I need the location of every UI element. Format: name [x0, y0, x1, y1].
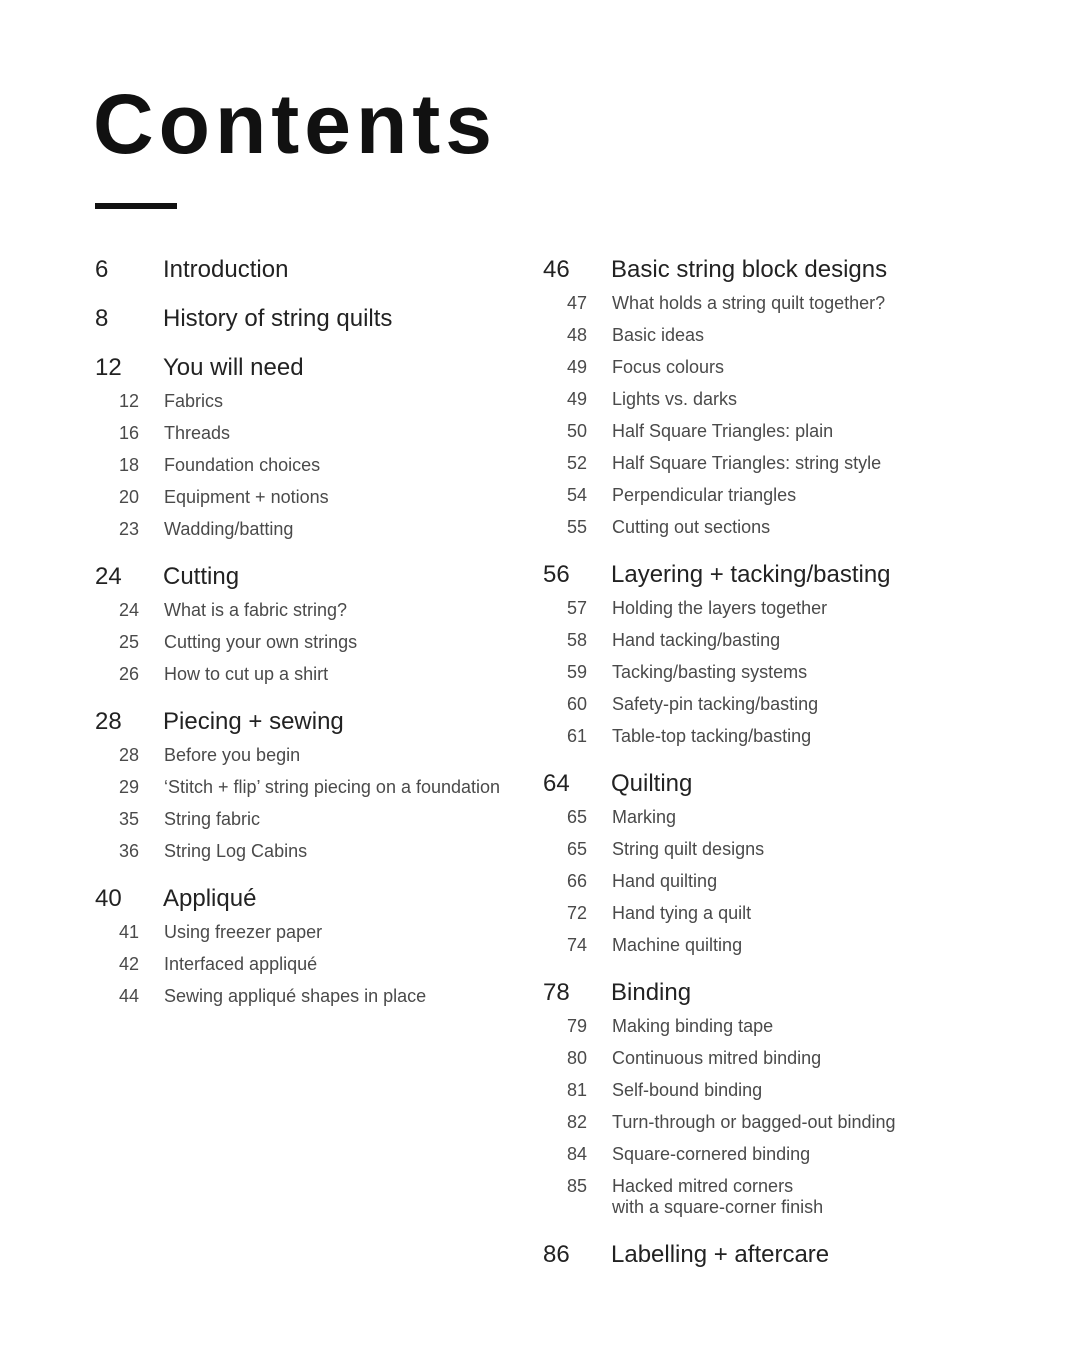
toc-entry[interactable]: [543, 720, 983, 752]
entry-title: Table-top tacking/basting: [612, 726, 812, 746]
toc-entry[interactable]: [543, 624, 983, 656]
entry-page-number: 61: [566, 726, 587, 746]
entry-page-number: 85: [566, 1176, 587, 1196]
toc-entry[interactable]: [95, 481, 535, 513]
toc-section: [543, 767, 983, 961]
toc-chapter[interactable]: [543, 1238, 983, 1272]
toc-entry[interactable]: [543, 383, 983, 415]
entry-title: What holds a string quilt together?: [612, 293, 886, 313]
entry-title: Using freezer paper: [164, 922, 323, 942]
chapter-page-number: 28: [95, 708, 122, 735]
entry-title: Foundation choices: [164, 455, 321, 475]
entry-title: ‘Stitch + flip’ string piecing on a foundation: [164, 777, 501, 797]
toc-section: [95, 560, 535, 690]
toc-entry[interactable]: [543, 801, 983, 833]
contents-column-left: [95, 253, 535, 1027]
entry-title: Before you begin: [164, 745, 301, 765]
chapter-page-number: 40: [95, 885, 122, 912]
chapter-title: Basic string block designs: [611, 256, 888, 283]
entry-page-number: 18: [118, 455, 139, 475]
toc-entry[interactable]: [95, 739, 535, 771]
entry-title: Holding the layers together: [612, 598, 828, 618]
entry-title: Square-cornered binding: [612, 1144, 811, 1164]
entry-title: Focus colours: [612, 357, 725, 377]
entry-page-number: 79: [566, 1016, 587, 1036]
toc-section: [543, 253, 983, 543]
toc-entry[interactable]: [95, 835, 535, 867]
chapter-page-number: 64: [543, 770, 570, 797]
entry-page-number: 29: [118, 777, 139, 797]
chapter-page-number: 78: [543, 979, 570, 1006]
toc-entry[interactable]: [543, 415, 983, 447]
toc-entry[interactable]: [95, 980, 535, 1012]
entry-title: Sewing appliqué shapes in place: [164, 986, 427, 1006]
toc-entry[interactable]: [95, 626, 535, 658]
toc-chapter[interactable]: [95, 253, 535, 287]
entry-page-number: 66: [566, 871, 587, 891]
toc-chapter[interactable]: [95, 302, 535, 336]
chapter-title: Binding: [611, 979, 692, 1006]
entry-title: Perpendicular triangles: [612, 485, 797, 505]
entry-page-number: 36: [118, 841, 139, 861]
entry-page-number: 12: [118, 391, 139, 411]
entry-page-number: 49: [566, 389, 587, 409]
entry-title: Threads: [164, 423, 231, 443]
entry-page-number: 80: [566, 1048, 587, 1068]
entry-title: How to cut up a shirt: [164, 664, 329, 684]
chapter-page-number: 6: [95, 256, 109, 283]
entry-page-number: 49: [566, 357, 587, 377]
entry-page-number: 35: [118, 809, 139, 829]
entry-title: Making binding tape: [612, 1016, 774, 1036]
chapter-title: History of string quilts: [163, 305, 393, 332]
entry-page-number: 48: [566, 325, 587, 345]
entry-page-number: 81: [566, 1080, 587, 1100]
toc-entry[interactable]: [543, 479, 983, 511]
page-title: Contents: [93, 77, 497, 171]
entry-title: String quilt designs: [612, 839, 765, 859]
chapter-page-number: 86: [543, 1241, 570, 1268]
entry-title: Hand tying a quilt: [612, 903, 752, 923]
entry-title: Equipment + notions: [164, 487, 329, 507]
toc-chapter[interactable]: [95, 351, 535, 385]
toc-entry[interactable]: [543, 1042, 983, 1074]
entry-page-number: 74: [566, 935, 587, 955]
toc-entry[interactable]: [95, 449, 535, 481]
toc-entry[interactable]: [95, 803, 535, 835]
entry-title: Cutting your own strings: [164, 632, 358, 652]
entry-title: Marking: [612, 807, 677, 827]
toc-entry[interactable]: [543, 1074, 983, 1106]
entry-page-number: 28: [118, 745, 139, 765]
entry-page-number: 50: [566, 421, 587, 441]
entry-page-number: 82: [566, 1112, 587, 1132]
entry-title: Interfaced appliqué: [164, 954, 318, 974]
entry-page-number: 47: [566, 293, 587, 313]
toc-entry[interactable]: [95, 385, 535, 417]
entry-page-number: 84: [566, 1144, 587, 1164]
entry-title: Lights vs. darks: [612, 389, 738, 409]
entry-title: Safety-pin tacking/basting: [612, 694, 819, 714]
toc-chapter[interactable]: [543, 253, 983, 287]
toc-entry[interactable]: [543, 1010, 983, 1042]
entry-title: What is a fabric string?: [164, 600, 348, 620]
toc-entry[interactable]: [95, 658, 535, 690]
chapter-title: Labelling + aftercare: [611, 1241, 830, 1268]
chapter-title: Cutting: [163, 563, 240, 590]
entry-page-number: 65: [566, 807, 587, 827]
toc-section: [95, 705, 535, 867]
entry-page-number: 59: [566, 662, 587, 682]
entry-page-number: 23: [118, 519, 139, 539]
entry-page-number: 72: [566, 903, 587, 923]
chapter-page-number: 8: [95, 305, 109, 332]
entry-page-number: 57: [566, 598, 587, 618]
toc-entry[interactable]: [543, 511, 983, 543]
entry-page-number: 42: [118, 954, 139, 974]
toc-chapter[interactable]: [95, 705, 535, 739]
entry-page-number: 16: [118, 423, 139, 443]
toc-entry[interactable]: [543, 319, 983, 351]
entry-title: Hand quilting: [612, 871, 718, 891]
toc-entry[interactable]: [543, 351, 983, 383]
chapter-page-number: 24: [95, 563, 122, 590]
toc-entry[interactable]: [543, 656, 983, 688]
toc-section: [95, 351, 535, 545]
entry-page-number: 58: [566, 630, 587, 650]
entry-title: Continuous mitred binding: [612, 1048, 822, 1068]
toc-chapter[interactable]: [95, 560, 535, 594]
toc-entry[interactable]: [543, 688, 983, 720]
title-underline: [95, 203, 177, 209]
entry-page-number: 52: [566, 453, 587, 473]
entry-title: Fabrics: [164, 391, 224, 411]
entry-page-number: 26: [118, 664, 139, 684]
entry-title: Wadding/batting: [164, 519, 294, 539]
entry-title: Turn-through or bagged-out binding: [612, 1112, 896, 1132]
toc-entry[interactable]: [543, 592, 983, 624]
entry-title: Half Square Triangles: string style: [612, 453, 882, 473]
toc-section: [95, 302, 535, 336]
entry-page-number: 44: [118, 986, 139, 1006]
chapter-page-number: 12: [95, 354, 122, 381]
entry-page-number: 24: [118, 600, 139, 620]
toc-section: [543, 1238, 983, 1272]
toc-entry[interactable]: [95, 417, 535, 449]
entry-page-number: 54: [566, 485, 587, 505]
entry-page-number: 60: [566, 694, 587, 714]
entry-page-number: 41: [118, 922, 139, 942]
toc-entry[interactable]: [543, 287, 983, 319]
entry-page-number: 25: [118, 632, 139, 652]
chapter-page-number: 56: [543, 561, 570, 588]
toc-entry[interactable]: [95, 594, 535, 626]
chapter-title: You will need: [163, 354, 304, 381]
chapter-title: Appliqué: [163, 885, 257, 912]
toc-entry[interactable]: [543, 865, 983, 897]
toc-section: [543, 976, 983, 1223]
toc-chapter[interactable]: [543, 558, 983, 592]
toc-entry[interactable]: [95, 948, 535, 980]
toc-entry[interactable]: [543, 447, 983, 479]
toc-chapter[interactable]: [543, 976, 983, 1010]
toc-entry[interactable]: [543, 897, 983, 929]
entry-title: String Log Cabins: [164, 841, 308, 861]
entry-page-number: 55: [566, 517, 587, 537]
chapter-title: Layering + tacking/basting: [611, 561, 891, 588]
chapter-page-number: 46: [543, 256, 570, 283]
chapter-title: Piecing + sewing: [163, 708, 344, 735]
toc-section: [95, 253, 535, 287]
entry-title: Self-bound binding: [612, 1080, 763, 1100]
chapter-title: Introduction: [163, 256, 289, 283]
contents-column-right: [543, 253, 983, 1287]
entry-title: Machine quilting: [612, 935, 743, 955]
entry-page-number: 20: [118, 487, 139, 507]
entry-title: Half Square Triangles: plain: [612, 421, 834, 441]
toc-entry[interactable]: [543, 929, 983, 961]
toc-chapter[interactable]: [543, 767, 983, 801]
entry-title: Cutting out sections: [612, 517, 771, 537]
chapter-title: Quilting: [611, 770, 693, 797]
toc-section: [95, 882, 535, 1012]
toc-entry[interactable]: [95, 513, 535, 545]
entry-title: Basic ideas: [612, 325, 705, 345]
toc-entry[interactable]: [543, 833, 983, 865]
entry-title: Hand tacking/basting: [612, 630, 781, 650]
toc-entry[interactable]: [543, 1170, 983, 1223]
toc-entry[interactable]: [543, 1138, 983, 1170]
toc-section: [543, 558, 983, 752]
toc-entry[interactable]: [95, 771, 535, 803]
entry-page-number: 65: [566, 839, 587, 859]
toc-entry[interactable]: [543, 1106, 983, 1138]
entry-title: String fabric: [164, 809, 261, 829]
entry-title: Tacking/basting systems: [612, 662, 808, 682]
toc-entry[interactable]: [95, 916, 535, 948]
entry-title: Hacked mitred corners with a square-corner finish: [612, 1176, 824, 1217]
toc-chapter[interactable]: [95, 882, 535, 916]
